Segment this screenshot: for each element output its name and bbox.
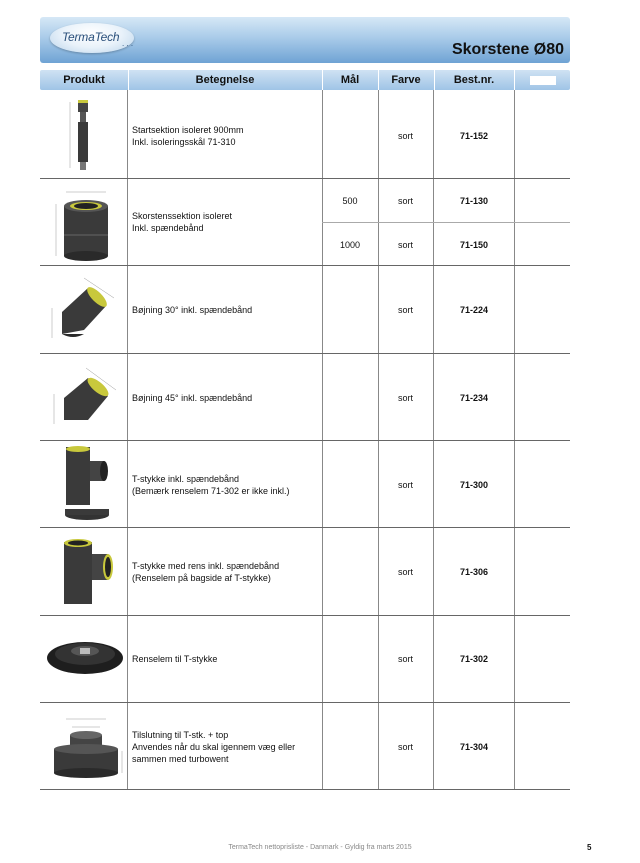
header-blank-box xyxy=(530,76,556,85)
page-number: 5 xyxy=(587,843,592,852)
startsektion-image xyxy=(40,92,127,178)
row-8-description: Tilslutning til T-stk. + top Anvendes når du skal igennem væg eller sammen med turbowent xyxy=(132,730,296,764)
column-header-farve: Farve xyxy=(391,74,421,86)
row-7-bestnr: 71-302 xyxy=(459,654,489,664)
page-banner xyxy=(40,17,570,63)
row-2-description: Skorstenssektion isoleret Inkl. spændebånd xyxy=(132,211,233,233)
row-6-bestnr: 71-306 xyxy=(459,567,489,577)
column-header-produkt: Produkt xyxy=(63,74,105,86)
t-stykke-med-rens-image xyxy=(40,530,127,615)
row-6-farve: sort xyxy=(397,567,413,577)
row-2b-farve: sort xyxy=(397,240,413,250)
row-1-farve: sort xyxy=(397,131,413,141)
row-7-farve: sort xyxy=(397,654,413,664)
column-header-bestnr: Best.nr. xyxy=(453,74,495,86)
row-1-bestnr: 71-152 xyxy=(459,131,489,141)
row-7-description: Renselem til T-stykke xyxy=(132,654,218,664)
tilslutning-image xyxy=(40,705,127,789)
skorstenssektion-image xyxy=(40,180,127,265)
row-5-farve: sort xyxy=(397,480,413,490)
row-4-description: Bøjning 45° inkl. spændebånd xyxy=(132,393,253,403)
column-header-maal: Mål xyxy=(340,74,360,86)
row-3-description: Bøjning 30° inkl. spændebånd xyxy=(132,305,253,315)
t-stykke-image xyxy=(40,443,127,527)
bojning-30-image xyxy=(40,268,127,353)
row-5-description: T-stykke inkl. spændebånd (Bemærk renselem 71-302 er ikke inkl.) xyxy=(132,474,290,496)
logo-dots: . . . xyxy=(122,39,134,48)
row-2a-bestnr: 71-130 xyxy=(459,196,489,206)
row-5-bestnr: 71-300 xyxy=(459,480,489,490)
page-footer: TermaTech nettoprisliste - Danmark - Gyldig fra marts 2015 xyxy=(228,844,412,851)
row-2b-bestnr: 71-150 xyxy=(459,240,489,250)
row-8-farve: sort xyxy=(397,742,413,752)
bojning-45-image xyxy=(40,356,127,440)
row-1-description: Startsektion isoleret 900mm Inkl. isoleringsskål 71-310 xyxy=(132,125,244,147)
row-4-bestnr: 71-234 xyxy=(459,393,489,403)
row-2b-maal: 1000 xyxy=(339,240,361,250)
table-header xyxy=(40,70,570,90)
row-6-description: T-stykke med rens inkl. spændebånd (Renselem på bagside af T-stykke) xyxy=(132,561,280,583)
termatech-logo xyxy=(50,23,134,53)
row-4-farve: sort xyxy=(397,393,413,403)
page-title: Skorstene Ø80 xyxy=(451,41,564,58)
logo-text: TermaTech xyxy=(62,30,120,44)
row-8-bestnr: 71-304 xyxy=(459,742,489,752)
column-header-betegnelse: Betegnelse xyxy=(195,74,255,86)
renselem-image xyxy=(40,618,127,702)
row-2a-farve: sort xyxy=(397,196,413,206)
row-3-farve: sort xyxy=(397,305,413,315)
row-3-bestnr: 71-224 xyxy=(459,305,489,315)
row-2a-maal: 500 xyxy=(342,196,358,206)
